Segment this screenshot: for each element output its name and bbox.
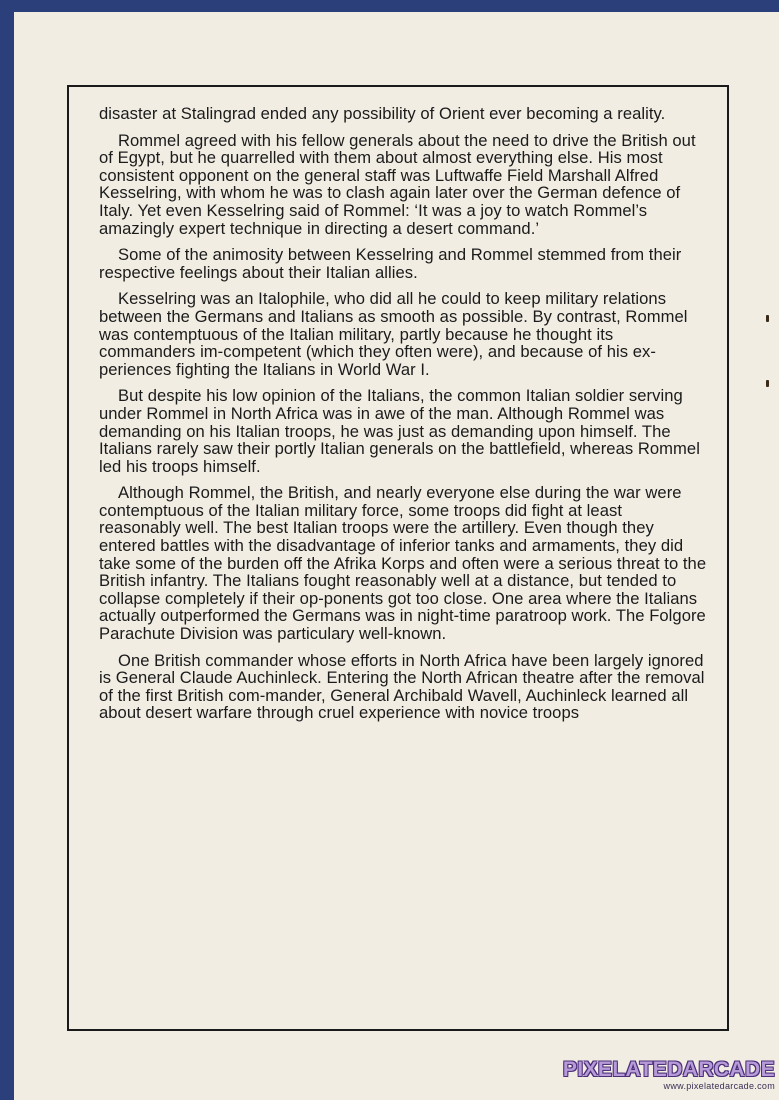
page-speck xyxy=(766,315,769,322)
text-frame xyxy=(67,85,729,1031)
page-speck xyxy=(766,380,769,387)
booklet-page xyxy=(14,12,779,1100)
watermark-url: www.pixelatedarcade.com xyxy=(663,1081,775,1091)
paragraph: Kesselring was an Italophile, who did all he could to keep military relations between the Germans and Italians as smooth as possible. By contrast, Rommel was contemptuous of the Italian military, partly because he thought its commanders im-competent (which they often were), and because of his ex-periences fighting the Italians in World War I. xyxy=(99,289,688,379)
watermark-brand: PIXELATEDARCADE xyxy=(562,1058,775,1081)
watermark xyxy=(563,1058,775,1091)
paragraph: But despite his low opinion of the Italians, the common Italian soldier serving under Rommel in North Africa was in awe of the man. Although Rommel was demanding on his Italian troops, he was just as demanding upon himself. The Italians rarely saw their portly Italian generals on the battlefield, whereas Rommel led his troops himself. xyxy=(99,386,700,476)
paragraph: One British commander whose efforts in North Africa have been largely ignored is General Claude Auchinleck. Entering the North African theatre after the removal of the first British com-mander, General Archibald Wavell, Auchinleck learned all about desert warfare through cruel experience with novice troops xyxy=(99,650,705,723)
paragraph-continued: disaster at Stalingrad ended any possibility of Orient ever becoming a reality. xyxy=(99,104,666,123)
paragraph: Some of the animosity between Kesselring and Rommel stemmed from their respective feelings about their Italian allies. xyxy=(99,245,682,282)
paragraph: Although Rommel, the British, and nearly everyone else during the war were contemptuous of the Italian military force, some troops did fight at least reasonably well. The best Italian troops were the artillery. Even though they entered battles with the disadvantage of inferior tanks and armaments, they did take some of the burden off the Afrika Korps and often were a serious threat to the British infantry. The Italians fought reasonably well at a distance, but tended to collapse completely if their op-ponents got too close. One area where the Italians actually outperformed the Germans was in night-time paratroop work. The Folgore Parachute Division was particulary well-known. xyxy=(99,483,707,644)
paragraph: Rommel agreed with his fellow generals about the need to drive the British out of Egypt, but he quarrelled with them about almost everything else. His most consistent opponent on the general staff was Luftwaffe Field Marshall Alfred Kesselring, with whom he was to clash again later over the German defence of Italy. Yet even Kesselring said of Rommel: ‘It was a joy to watch Rommel’s amazingly expert technique in directing a desert command.’ xyxy=(99,130,696,238)
